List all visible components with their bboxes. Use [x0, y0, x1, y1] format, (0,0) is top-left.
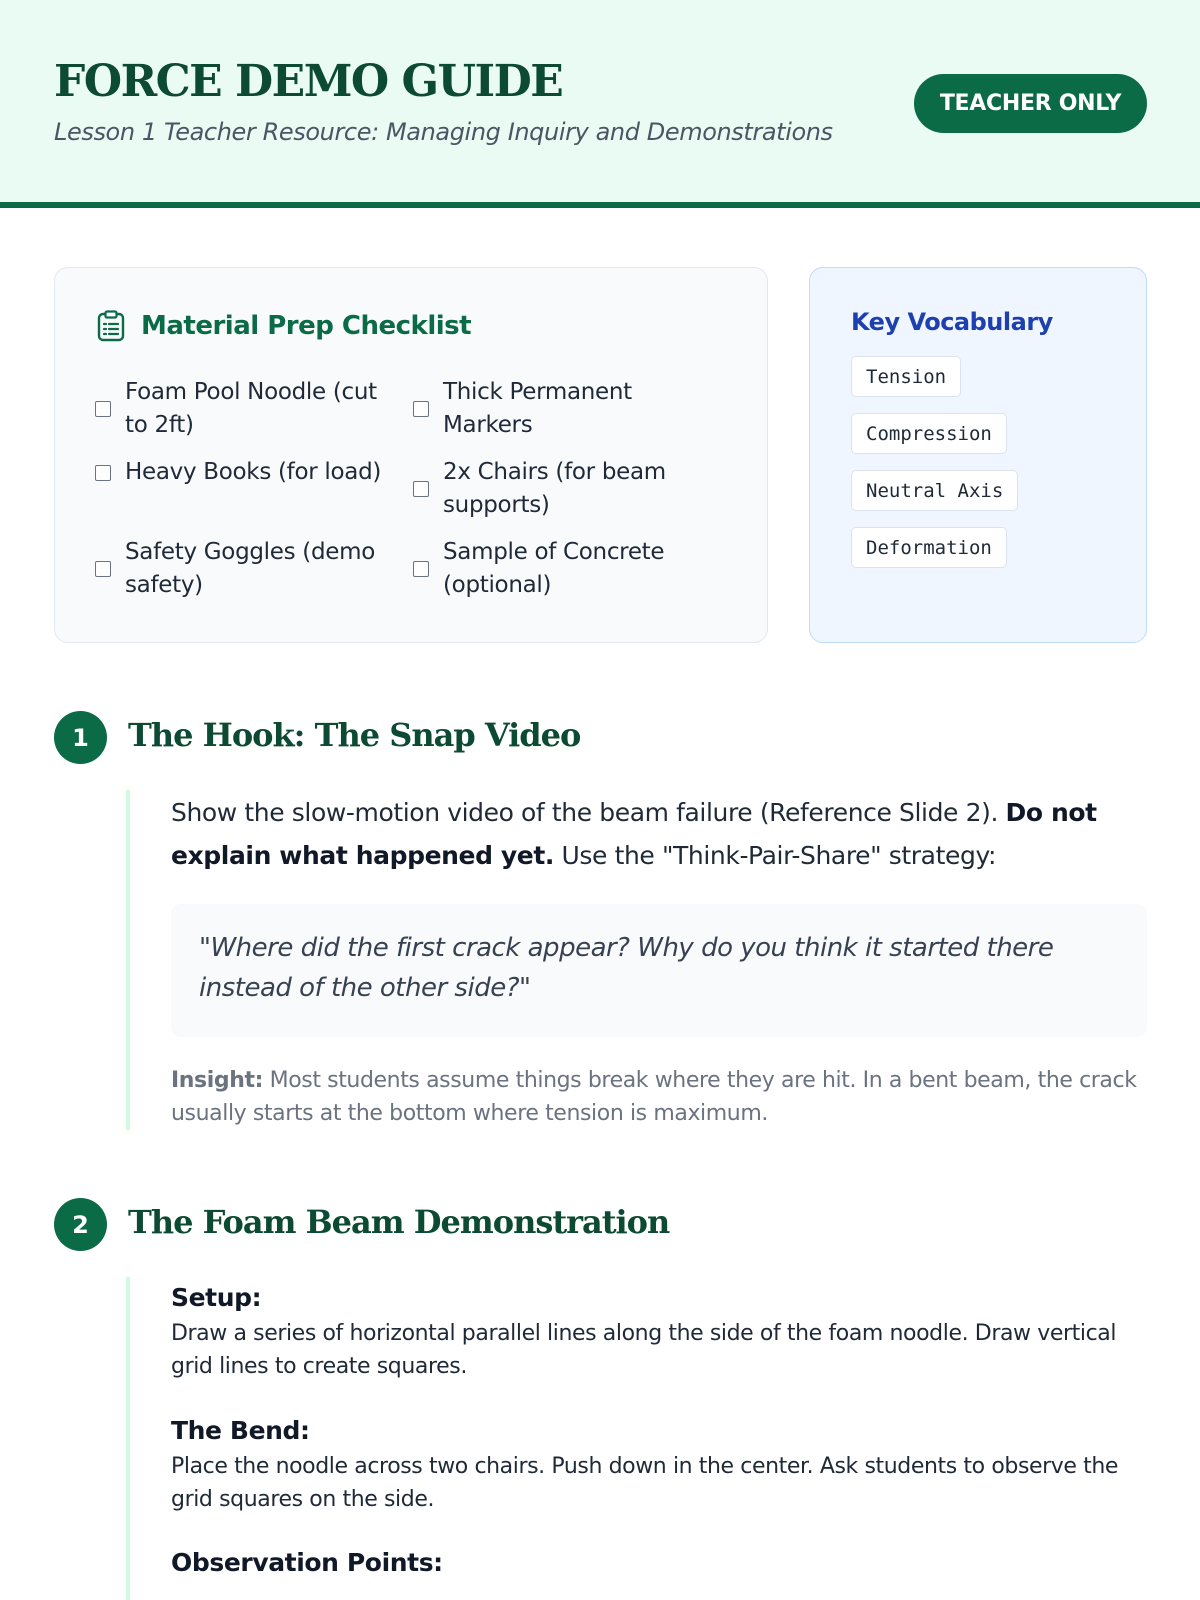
- clipboard-icon: [97, 310, 125, 342]
- checklist-item[interactable]: [413, 536, 673, 602]
- subsection-heading: Observation Points:: [171, 1548, 443, 1577]
- checklist-item-label: Safety Goggles (demo safety): [125, 539, 376, 598]
- section-accent-bar: [126, 790, 130, 1130]
- insight-text: Most students assume things break where they are hit. In a bent beam, the crack usually starts at the bottom where tension is maximum.: [171, 1068, 1137, 1126]
- checkbox[interactable]: [413, 561, 429, 577]
- checklist-item-label: Heavy Books (for load): [125, 459, 382, 485]
- section-title: The Hook: The Snap Video: [128, 716, 581, 754]
- checklist-item-label: 2x Chairs (for beam supports): [443, 459, 666, 518]
- checklist-item-label: Thick Permanent Markers: [443, 379, 632, 438]
- subsection-heading: Setup:: [171, 1283, 262, 1312]
- vocabulary-term: Tension: [851, 356, 961, 397]
- checklist-item[interactable]: [95, 456, 395, 489]
- intro-text: Use the "Think-Pair-Share" strategy:: [561, 841, 997, 870]
- step-number-badge: 1: [54, 711, 107, 764]
- checklist-item-label: Sample of Concrete (optional): [443, 539, 665, 598]
- teacher-only-badge: TEACHER ONLY: [914, 74, 1147, 133]
- vocabulary-term: Neutral Axis: [851, 470, 1018, 511]
- checkbox[interactable]: [95, 561, 111, 577]
- section-intro: [171, 791, 1151, 877]
- vocabulary-term: Deformation: [851, 527, 1007, 568]
- insight-note: [171, 1064, 1151, 1130]
- checkbox[interactable]: [95, 401, 111, 417]
- intro-text: Show the slow-motion video of the beam failure (Reference Slide 2).: [171, 798, 998, 827]
- vocabulary-term: Compression: [851, 413, 1007, 454]
- checklist-item[interactable]: [413, 376, 663, 442]
- checkbox[interactable]: [413, 401, 429, 417]
- checklist-item[interactable]: [95, 536, 395, 602]
- checklist-item[interactable]: [413, 456, 673, 522]
- checkbox[interactable]: [95, 465, 111, 481]
- subsection-text: Draw a series of horizontal parallel lines along the side of the foam noodle. Draw vertical grid lines to create squares.: [171, 1321, 1117, 1379]
- page-subtitle: Lesson 1 Teacher Resource: Managing Inquiry and Demonstrations: [54, 118, 833, 146]
- checklist-item-label: Foam Pool Noodle (cut to 2ft): [125, 379, 377, 438]
- page-title: FORCE DEMO GUIDE: [54, 56, 563, 107]
- subsection-text: Place the noodle across two chairs. Push down in the center. Ask students to observe the grid squares on the side.: [171, 1454, 1119, 1512]
- insight-label: Insight:: [171, 1068, 264, 1093]
- checklist-title: Material Prep Checklist: [141, 311, 472, 341]
- subsection-heading: The Bend:: [171, 1416, 310, 1445]
- vocabulary-title: Key Vocabulary: [851, 308, 1053, 336]
- page-header: [0, 0, 1200, 208]
- section-accent-bar: [126, 1277, 130, 1600]
- section-title: The Foam Beam Demonstration: [128, 1203, 670, 1241]
- checklist-item[interactable]: [95, 376, 395, 442]
- material-checklist-card: [54, 267, 768, 643]
- checklist-header: [97, 310, 471, 342]
- key-vocabulary-card: [809, 267, 1147, 643]
- quote-text: "Where did the first crack appear? Why do you think it started there instead of the other side?": [199, 933, 1054, 1003]
- intro-emphasis: Do not explain what happened yet.: [171, 798, 1097, 870]
- step-number-badge: 2: [54, 1198, 107, 1251]
- discussion-quote: [171, 904, 1147, 1037]
- checkbox[interactable]: [413, 481, 429, 497]
